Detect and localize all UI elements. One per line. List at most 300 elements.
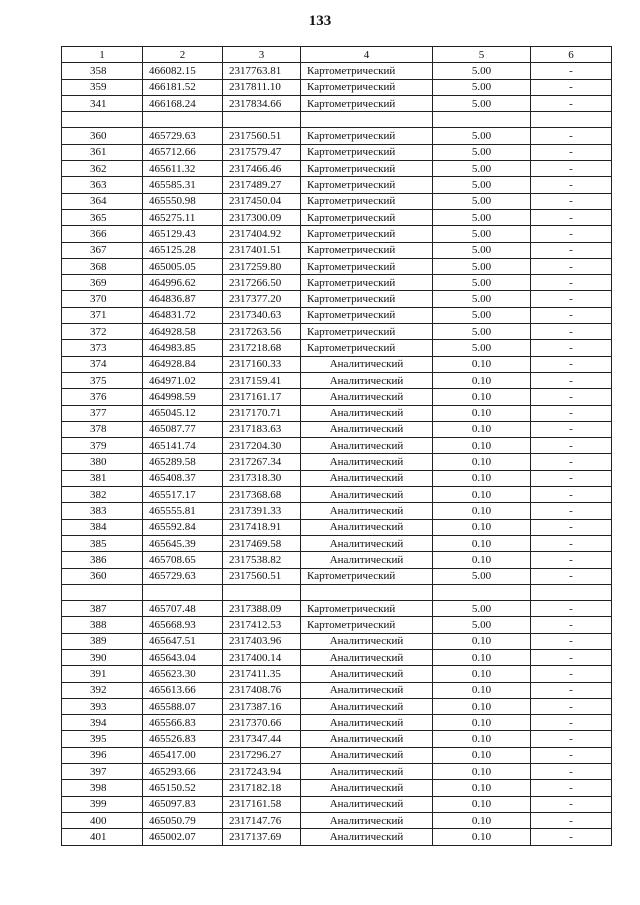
cell-accuracy: 5.00 bbox=[433, 128, 531, 144]
cell-coord-y: 2317466.46 bbox=[223, 161, 301, 177]
cell-method: Аналитический bbox=[301, 829, 433, 845]
cell-point-number: 391 bbox=[62, 666, 143, 682]
table-row bbox=[62, 584, 612, 600]
cell-method: Картометрический bbox=[301, 177, 433, 193]
cell-coord-y: 2317811.10 bbox=[223, 79, 301, 95]
cell-accuracy: 0.10 bbox=[433, 535, 531, 551]
table-header-row bbox=[62, 47, 612, 63]
cell-coord-y: 2317183.63 bbox=[223, 421, 301, 437]
cell-coord-x: 464928.84 bbox=[143, 356, 223, 372]
cell-coord-x: 465611.32 bbox=[143, 161, 223, 177]
cell-point-number: 380 bbox=[62, 454, 143, 470]
cell-coord-x: 465129.43 bbox=[143, 226, 223, 242]
cell-point-number: 367 bbox=[62, 242, 143, 258]
cell-coord-x: 465045.12 bbox=[143, 405, 223, 421]
cell-method: Аналитический bbox=[301, 372, 433, 388]
cell-point-number: 361 bbox=[62, 144, 143, 160]
cell-coord-x: 465097.83 bbox=[143, 796, 223, 812]
table-row bbox=[62, 519, 612, 535]
cell-method: Аналитический bbox=[301, 666, 433, 682]
cell-method: Аналитический bbox=[301, 796, 433, 812]
table-row bbox=[62, 454, 612, 470]
cell-note: - bbox=[531, 258, 612, 274]
column-header: 5 bbox=[433, 47, 531, 63]
cell-coord-x: 465141.74 bbox=[143, 438, 223, 454]
cell-point-number: 374 bbox=[62, 356, 143, 372]
cell-point-number: 394 bbox=[62, 715, 143, 731]
cell-accuracy: 0.10 bbox=[433, 503, 531, 519]
cell-note: - bbox=[531, 340, 612, 356]
table-row bbox=[62, 144, 612, 160]
cell-accuracy: 5.00 bbox=[433, 209, 531, 225]
table-row bbox=[62, 307, 612, 323]
cell-coord-x: 465526.83 bbox=[143, 731, 223, 747]
cell-note: - bbox=[531, 79, 612, 95]
cell-note: - bbox=[531, 95, 612, 111]
cell-note: - bbox=[531, 63, 612, 79]
cell-accuracy: 0.10 bbox=[433, 454, 531, 470]
table-row bbox=[62, 649, 612, 665]
cell-coord-y: 2317368.68 bbox=[223, 487, 301, 503]
cell-point-number: 388 bbox=[62, 617, 143, 633]
cell-coord-x: 465707.48 bbox=[143, 601, 223, 617]
cell-coord-y: 2317412.53 bbox=[223, 617, 301, 633]
cell-method: Аналитический bbox=[301, 503, 433, 519]
cell-note: - bbox=[531, 633, 612, 649]
cell-note: - bbox=[531, 454, 612, 470]
table-row bbox=[62, 666, 612, 682]
cell-method: Картометрический bbox=[301, 79, 433, 95]
cell-accuracy: 5.00 bbox=[433, 144, 531, 160]
table-row bbox=[62, 242, 612, 258]
cell-method: Картометрический bbox=[301, 226, 433, 242]
cell-accuracy: 0.10 bbox=[433, 812, 531, 828]
cell-coord-y: 2317147.76 bbox=[223, 812, 301, 828]
cell-point-number: 363 bbox=[62, 177, 143, 193]
cell-accuracy: 0.10 bbox=[433, 405, 531, 421]
cell-accuracy: 5.00 bbox=[433, 79, 531, 95]
cell-coord-y: 2317347.44 bbox=[223, 731, 301, 747]
cell-note: - bbox=[531, 356, 612, 372]
cell-accuracy: 0.10 bbox=[433, 438, 531, 454]
cell-coord-x: 465729.63 bbox=[143, 568, 223, 584]
cell-coord-y: 2317267.34 bbox=[223, 454, 301, 470]
cell-point-number: 385 bbox=[62, 535, 143, 551]
cell-note: - bbox=[531, 275, 612, 291]
cell-accuracy: 0.10 bbox=[433, 796, 531, 812]
cell-coord-x: 465150.52 bbox=[143, 780, 223, 796]
coordinates-table bbox=[61, 46, 612, 846]
cell-point-number: 392 bbox=[62, 682, 143, 698]
cell-note: - bbox=[531, 161, 612, 177]
cell-point-number: 389 bbox=[62, 633, 143, 649]
cell-point-number: 390 bbox=[62, 649, 143, 665]
cell-coord-y: 2317161.58 bbox=[223, 796, 301, 812]
cell-accuracy: 0.10 bbox=[433, 747, 531, 763]
cell-method: Аналитический bbox=[301, 731, 433, 747]
cell-point-number: 395 bbox=[62, 731, 143, 747]
cell-accuracy: 0.10 bbox=[433, 552, 531, 568]
cell-coord-y: 2317404.92 bbox=[223, 226, 301, 242]
cell-accuracy: 0.10 bbox=[433, 470, 531, 486]
cell-coord-x: 465647.51 bbox=[143, 633, 223, 649]
cell-accuracy: 5.00 bbox=[433, 601, 531, 617]
cell-coord-y: 2317340.63 bbox=[223, 307, 301, 323]
table-row bbox=[62, 177, 612, 193]
table-row bbox=[62, 421, 612, 437]
cell-coord-y: 2317370.66 bbox=[223, 715, 301, 731]
cell-accuracy: 5.00 bbox=[433, 63, 531, 79]
cell-point-number: 398 bbox=[62, 780, 143, 796]
column-header: 1 bbox=[62, 47, 143, 63]
cell-coord-y: 2317391.33 bbox=[223, 503, 301, 519]
cell-coord-x: 465517.17 bbox=[143, 487, 223, 503]
cell-point-number bbox=[62, 584, 143, 600]
cell-note: - bbox=[531, 470, 612, 486]
cell-accuracy: 0.10 bbox=[433, 487, 531, 503]
cell-accuracy: 5.00 bbox=[433, 226, 531, 242]
cell-note: - bbox=[531, 747, 612, 763]
cell-coord-x: 465643.04 bbox=[143, 649, 223, 665]
cell-coord-x bbox=[143, 584, 223, 600]
table-row bbox=[62, 63, 612, 79]
table-row bbox=[62, 193, 612, 209]
cell-method: Аналитический bbox=[301, 649, 433, 665]
cell-note: - bbox=[531, 193, 612, 209]
cell-note: - bbox=[531, 829, 612, 845]
cell-point-number: 397 bbox=[62, 764, 143, 780]
cell-note: - bbox=[531, 617, 612, 633]
table-body bbox=[62, 63, 612, 845]
cell-accuracy: 5.00 bbox=[433, 193, 531, 209]
cell-point-number: 371 bbox=[62, 307, 143, 323]
cell-coord-x: 465275.11 bbox=[143, 209, 223, 225]
table-row bbox=[62, 470, 612, 486]
cell-accuracy: 0.10 bbox=[433, 698, 531, 714]
cell-coord-x bbox=[143, 112, 223, 128]
cell-accuracy: 5.00 bbox=[433, 177, 531, 193]
table-row bbox=[62, 764, 612, 780]
cell-coord-x: 465417.00 bbox=[143, 747, 223, 763]
cell-point-number: 384 bbox=[62, 519, 143, 535]
cell-coord-y: 2317159.41 bbox=[223, 372, 301, 388]
cell-coord-x: 465712.66 bbox=[143, 144, 223, 160]
cell-note: - bbox=[531, 649, 612, 665]
cell-coord-y: 2317388.09 bbox=[223, 601, 301, 617]
cell-note: - bbox=[531, 128, 612, 144]
cell-coord-y: 2317243.94 bbox=[223, 764, 301, 780]
cell-coord-x: 466181.52 bbox=[143, 79, 223, 95]
cell-coord-y bbox=[223, 584, 301, 600]
table-row bbox=[62, 829, 612, 845]
cell-coord-y: 2317560.51 bbox=[223, 128, 301, 144]
cell-coord-x: 465289.58 bbox=[143, 454, 223, 470]
cell-note: - bbox=[531, 405, 612, 421]
cell-note: - bbox=[531, 552, 612, 568]
cell-note: - bbox=[531, 812, 612, 828]
cell-note: - bbox=[531, 209, 612, 225]
table-row bbox=[62, 226, 612, 242]
cell-point-number: 360 bbox=[62, 568, 143, 584]
cell-coord-y: 2317296.27 bbox=[223, 747, 301, 763]
column-header: 3 bbox=[223, 47, 301, 63]
cell-coord-x: 465125.28 bbox=[143, 242, 223, 258]
table-row bbox=[62, 438, 612, 454]
cell-point-number: 368 bbox=[62, 258, 143, 274]
cell-note: - bbox=[531, 601, 612, 617]
table-row bbox=[62, 796, 612, 812]
cell-coord-y: 2317834.66 bbox=[223, 95, 301, 111]
table-row bbox=[62, 552, 612, 568]
cell-note: - bbox=[531, 666, 612, 682]
cell-point-number: 399 bbox=[62, 796, 143, 812]
cell-accuracy: 5.00 bbox=[433, 242, 531, 258]
column-header: 2 bbox=[143, 47, 223, 63]
cell-coord-y: 2317560.51 bbox=[223, 568, 301, 584]
cell-note: - bbox=[531, 242, 612, 258]
table-row bbox=[62, 731, 612, 747]
cell-note: - bbox=[531, 780, 612, 796]
cell-coord-y: 2317204.30 bbox=[223, 438, 301, 454]
table-row bbox=[62, 633, 612, 649]
cell-point-number: 359 bbox=[62, 79, 143, 95]
cell-note: - bbox=[531, 144, 612, 160]
cell-accuracy: 5.00 bbox=[433, 95, 531, 111]
cell-method: Аналитический bbox=[301, 389, 433, 405]
cell-coord-x: 465588.07 bbox=[143, 698, 223, 714]
cell-accuracy: 5.00 bbox=[433, 307, 531, 323]
cell-accuracy: 0.10 bbox=[433, 649, 531, 665]
cell-coord-x: 465408.37 bbox=[143, 470, 223, 486]
cell-note: - bbox=[531, 421, 612, 437]
cell-method: Картометрический bbox=[301, 209, 433, 225]
cell-note: - bbox=[531, 177, 612, 193]
cell-coord-y: 2317161.17 bbox=[223, 389, 301, 405]
table-row bbox=[62, 487, 612, 503]
cell-coord-x: 465708.65 bbox=[143, 552, 223, 568]
cell-note bbox=[531, 112, 612, 128]
cell-method: Картометрический bbox=[301, 324, 433, 340]
cell-method: Аналитический bbox=[301, 715, 433, 731]
cell-coord-y: 2317170.71 bbox=[223, 405, 301, 421]
cell-coord-y: 2317489.27 bbox=[223, 177, 301, 193]
cell-coord-x: 465645.39 bbox=[143, 535, 223, 551]
cell-note: - bbox=[531, 682, 612, 698]
cell-coord-x: 464983.85 bbox=[143, 340, 223, 356]
table-row bbox=[62, 209, 612, 225]
table-row bbox=[62, 780, 612, 796]
table-row bbox=[62, 79, 612, 95]
cell-coord-y: 2317182.18 bbox=[223, 780, 301, 796]
column-header: 6 bbox=[531, 47, 612, 63]
cell-accuracy: 0.10 bbox=[433, 780, 531, 796]
cell-coord-y: 2317259.80 bbox=[223, 258, 301, 274]
cell-coord-x: 465566.83 bbox=[143, 715, 223, 731]
cell-accuracy: 5.00 bbox=[433, 324, 531, 340]
cell-note: - bbox=[531, 307, 612, 323]
cell-accuracy: 0.10 bbox=[433, 519, 531, 535]
cell-method: Аналитический bbox=[301, 552, 433, 568]
cell-method: Картометрический bbox=[301, 128, 433, 144]
cell-method: Картометрический bbox=[301, 275, 433, 291]
cell-point-number: 379 bbox=[62, 438, 143, 454]
cell-accuracy: 0.10 bbox=[433, 829, 531, 845]
cell-accuracy: 5.00 bbox=[433, 568, 531, 584]
cell-coord-y: 2317403.96 bbox=[223, 633, 301, 649]
cell-point-number: 401 bbox=[62, 829, 143, 845]
cell-coord-y: 2317538.82 bbox=[223, 552, 301, 568]
cell-method: Аналитический bbox=[301, 454, 433, 470]
page-number: 133 bbox=[308, 13, 332, 29]
cell-point-number: 364 bbox=[62, 193, 143, 209]
cell-note: - bbox=[531, 535, 612, 551]
table-row bbox=[62, 568, 612, 584]
cell-coord-x: 465555.81 bbox=[143, 503, 223, 519]
table-row bbox=[62, 161, 612, 177]
cell-method: Аналитический bbox=[301, 747, 433, 763]
table-row bbox=[62, 747, 612, 763]
cell-method: Аналитический bbox=[301, 682, 433, 698]
table-row bbox=[62, 340, 612, 356]
cell-point-number: 396 bbox=[62, 747, 143, 763]
table-row bbox=[62, 324, 612, 340]
cell-coord-x: 465585.31 bbox=[143, 177, 223, 193]
cell-coord-x: 464996.62 bbox=[143, 275, 223, 291]
cell-coord-y: 2317450.04 bbox=[223, 193, 301, 209]
cell-method: Картометрический bbox=[301, 161, 433, 177]
cell-coord-x: 465668.93 bbox=[143, 617, 223, 633]
cell-coord-x: 464998.59 bbox=[143, 389, 223, 405]
cell-coord-y: 2317763.81 bbox=[223, 63, 301, 79]
cell-method: Картометрический bbox=[301, 242, 433, 258]
cell-method: Аналитический bbox=[301, 356, 433, 372]
cell-accuracy: 5.00 bbox=[433, 161, 531, 177]
cell-coord-y: 2317469.58 bbox=[223, 535, 301, 551]
cell-point-number: 377 bbox=[62, 405, 143, 421]
table-row bbox=[62, 698, 612, 714]
cell-note: - bbox=[531, 438, 612, 454]
cell-coord-y: 2317400.14 bbox=[223, 649, 301, 665]
cell-method: Аналитический bbox=[301, 633, 433, 649]
cell-accuracy: 0.10 bbox=[433, 633, 531, 649]
cell-note bbox=[531, 584, 612, 600]
cell-coord-y: 2317418.91 bbox=[223, 519, 301, 535]
cell-note: - bbox=[531, 568, 612, 584]
cell-coord-y: 2317411.35 bbox=[223, 666, 301, 682]
cell-accuracy: 0.10 bbox=[433, 372, 531, 388]
cell-point-number bbox=[62, 112, 143, 128]
table-row bbox=[62, 601, 612, 617]
table-row bbox=[62, 291, 612, 307]
cell-method: Картометрический bbox=[301, 193, 433, 209]
cell-accuracy: 0.10 bbox=[433, 356, 531, 372]
cell-accuracy: 0.10 bbox=[433, 764, 531, 780]
cell-note: - bbox=[531, 487, 612, 503]
cell-method: Картометрический bbox=[301, 291, 433, 307]
cell-coord-y: 2317137.69 bbox=[223, 829, 301, 845]
cell-note: - bbox=[531, 519, 612, 535]
column-header: 4 bbox=[301, 47, 433, 63]
cell-coord-y: 2317263.56 bbox=[223, 324, 301, 340]
cell-point-number: 386 bbox=[62, 552, 143, 568]
cell-accuracy: 0.10 bbox=[433, 715, 531, 731]
table-row bbox=[62, 812, 612, 828]
cell-method bbox=[301, 584, 433, 600]
cell-point-number: 360 bbox=[62, 128, 143, 144]
cell-coord-x: 465592.84 bbox=[143, 519, 223, 535]
cell-coord-y bbox=[223, 112, 301, 128]
cell-coord-y: 2317408.76 bbox=[223, 682, 301, 698]
cell-coord-x: 466168.24 bbox=[143, 95, 223, 111]
cell-point-number: 383 bbox=[62, 503, 143, 519]
cell-note: - bbox=[531, 731, 612, 747]
cell-note: - bbox=[531, 389, 612, 405]
table-row bbox=[62, 389, 612, 405]
cell-accuracy: 0.10 bbox=[433, 389, 531, 405]
cell-method: Картометрический bbox=[301, 340, 433, 356]
cell-accuracy: 5.00 bbox=[433, 275, 531, 291]
cell-method: Аналитический bbox=[301, 698, 433, 714]
cell-point-number: 376 bbox=[62, 389, 143, 405]
cell-method: Аналитический bbox=[301, 764, 433, 780]
cell-note: - bbox=[531, 698, 612, 714]
cell-method: Аналитический bbox=[301, 812, 433, 828]
cell-accuracy: 0.10 bbox=[433, 682, 531, 698]
cell-method: Аналитический bbox=[301, 780, 433, 796]
table-row bbox=[62, 356, 612, 372]
cell-accuracy bbox=[433, 112, 531, 128]
cell-coord-y: 2317401.51 bbox=[223, 242, 301, 258]
cell-method: Аналитический bbox=[301, 405, 433, 421]
cell-coord-y: 2317266.50 bbox=[223, 275, 301, 291]
cell-method: Картометрический bbox=[301, 601, 433, 617]
cell-coord-x: 464836.87 bbox=[143, 291, 223, 307]
cell-method: Картометрический bbox=[301, 617, 433, 633]
cell-coord-y: 2317387.16 bbox=[223, 698, 301, 714]
table-row bbox=[62, 372, 612, 388]
cell-coord-x: 465293.66 bbox=[143, 764, 223, 780]
table-row bbox=[62, 112, 612, 128]
cell-note: - bbox=[531, 715, 612, 731]
cell-point-number: 370 bbox=[62, 291, 143, 307]
cell-point-number: 369 bbox=[62, 275, 143, 291]
cell-point-number: 400 bbox=[62, 812, 143, 828]
cell-accuracy: 0.10 bbox=[433, 421, 531, 437]
cell-point-number: 372 bbox=[62, 324, 143, 340]
cell-note: - bbox=[531, 324, 612, 340]
table-row bbox=[62, 258, 612, 274]
table-row bbox=[62, 95, 612, 111]
cell-coord-x: 465087.77 bbox=[143, 421, 223, 437]
table-row bbox=[62, 275, 612, 291]
cell-method: Картометрический bbox=[301, 307, 433, 323]
cell-accuracy: 5.00 bbox=[433, 291, 531, 307]
cell-method: Картометрический bbox=[301, 95, 433, 111]
cell-method: Аналитический bbox=[301, 519, 433, 535]
table-row bbox=[62, 503, 612, 519]
cell-point-number: 375 bbox=[62, 372, 143, 388]
cell-note: - bbox=[531, 372, 612, 388]
cell-coord-x: 465550.98 bbox=[143, 193, 223, 209]
cell-method: Картометрический bbox=[301, 258, 433, 274]
cell-method: Аналитический bbox=[301, 535, 433, 551]
cell-point-number: 382 bbox=[62, 487, 143, 503]
cell-accuracy bbox=[433, 584, 531, 600]
cell-note: - bbox=[531, 291, 612, 307]
table-row bbox=[62, 535, 612, 551]
cell-note: - bbox=[531, 226, 612, 242]
cell-point-number: 341 bbox=[62, 95, 143, 111]
